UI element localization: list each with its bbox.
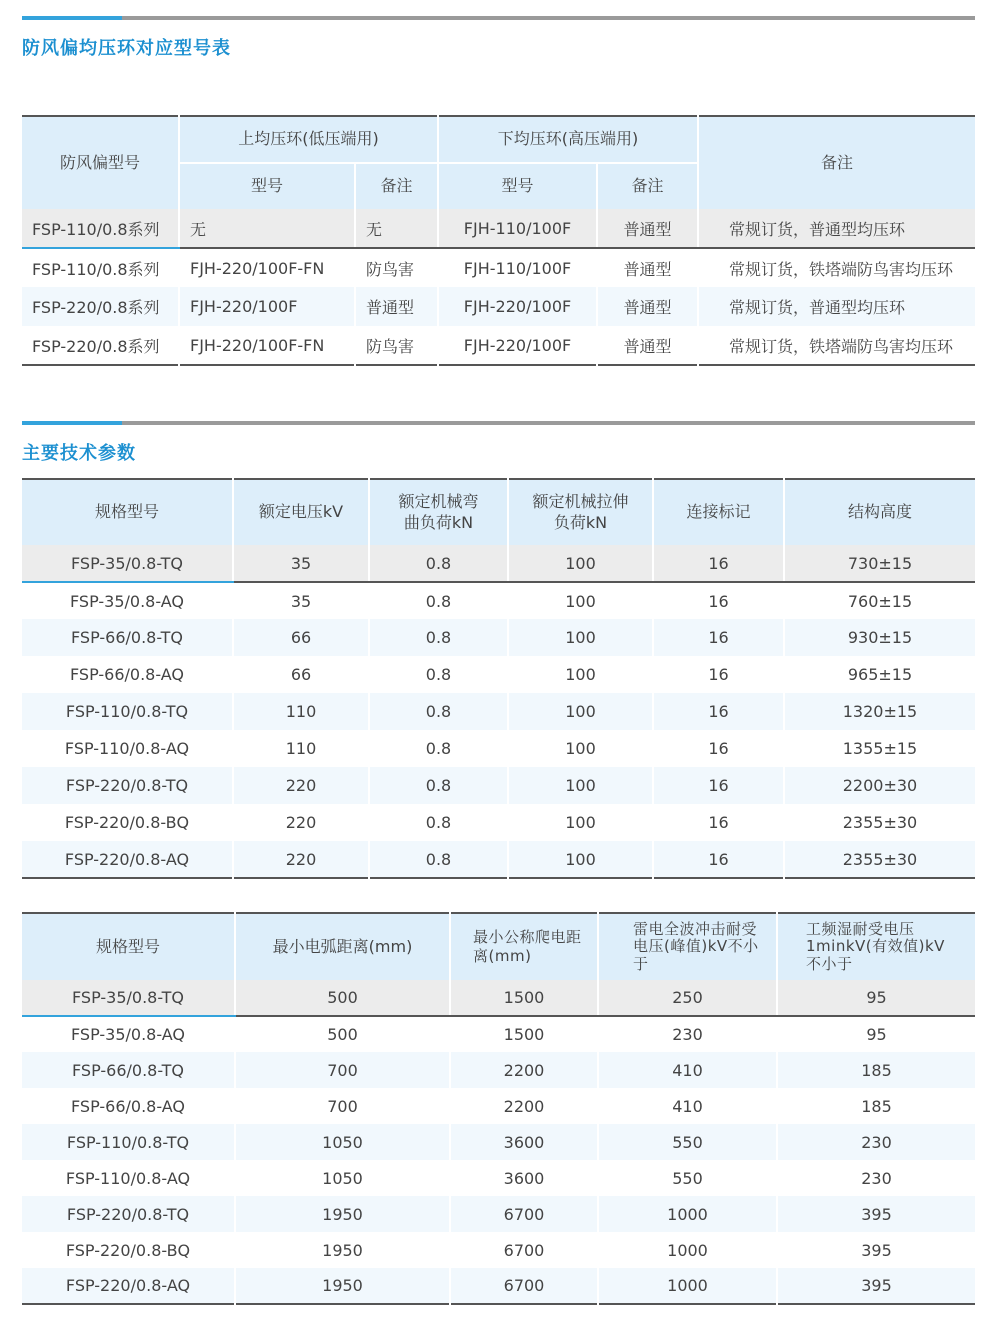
table-row xyxy=(22,1196,975,1232)
cell-structure-height: 730±15 xyxy=(784,545,975,582)
cell-power-frequency: 95 xyxy=(777,980,975,1016)
cell-bending-load: 0.8 xyxy=(369,693,508,730)
cell-connection-mark: 16 xyxy=(653,767,784,804)
cell-rated-voltage: 220 xyxy=(233,841,369,878)
section-divider xyxy=(22,421,975,425)
cell-bending-load: 0.8 xyxy=(369,841,508,878)
cell-lightning-impulse: 230 xyxy=(598,1016,777,1052)
cell-power-frequency: 95 xyxy=(866,1025,887,1044)
cell-min-arc-distance: 1950 xyxy=(235,1232,450,1268)
table-row xyxy=(22,730,975,767)
cell-upper-type: FJH-220/100F-FN xyxy=(179,326,355,365)
header-tensile-load: 额定机械拉伸负荷kN xyxy=(508,479,653,545)
header-power-frequency: 工频湿耐受电压1minkV(有效值)kV不小于 xyxy=(777,913,975,980)
cell-lower-type: FJH-220/100F xyxy=(438,287,597,326)
cell-lower-note: 普通型 xyxy=(597,326,698,365)
cell-power-frequency: 185 xyxy=(861,1096,892,1116)
cell-tensile-load: 100 xyxy=(508,767,653,804)
cell-lower-type: FJH-220/100F xyxy=(438,326,597,365)
cell-min-creepage: 1500 xyxy=(450,980,598,1016)
cell-spec-model: FSP-35/0.8-TQ xyxy=(22,545,233,582)
table-row xyxy=(22,1268,975,1304)
cell-tensile-load: 100 xyxy=(508,730,653,767)
cell-connection-mark: 16 xyxy=(653,804,784,841)
cell-model: FSP-220/0.8系列 xyxy=(22,326,179,365)
section-accent xyxy=(22,16,122,20)
cell-min-arc-distance: 1050 xyxy=(235,1124,450,1160)
header-min-creepage: 最小公称爬电距离(mm) xyxy=(450,913,598,980)
table-row xyxy=(22,248,975,287)
cell-structure-height: 2355±30 xyxy=(784,841,975,878)
cell-lower-type: FJH-110/100F xyxy=(438,248,597,287)
table-row xyxy=(22,767,975,804)
cell-power-frequency: 395 xyxy=(777,1268,975,1304)
cell-spec-model: FSP-220/0.8-AQ xyxy=(22,1268,235,1304)
table-row xyxy=(22,841,975,878)
section-accent xyxy=(22,421,122,425)
cell-min-creepage: 2200 xyxy=(450,1052,598,1088)
cell-spec-model: FSP-220/0.8-BQ xyxy=(22,1232,235,1268)
cell-lower-note: 普通型 xyxy=(597,287,698,326)
cell-lightning-impulse: 1000 xyxy=(598,1268,777,1304)
cell-min-arc-distance: 500 xyxy=(235,1016,450,1052)
table-row xyxy=(22,1160,975,1196)
cell-remark: 常规订货，普通型均压环 xyxy=(698,287,975,326)
cell-bending-load: 0.8 xyxy=(369,804,508,841)
header-lightning-impulse: 雷电全波冲击耐受电压(峰值)kV不小于 xyxy=(598,913,777,980)
cell-min-creepage: 6700 xyxy=(450,1268,598,1304)
cell-upper-note: 防鸟害 xyxy=(355,326,438,365)
cell-connection-mark: 16 xyxy=(653,582,784,619)
cell-lightning-impulse: 1000 xyxy=(598,1196,777,1232)
cell-min-creepage: 6700 xyxy=(450,1196,598,1232)
cell-rated-voltage: 35 xyxy=(233,582,369,619)
cell-min-arc-distance: 500 xyxy=(235,980,450,1016)
cell-spec-model: FSP-220/0.8-TQ xyxy=(22,1196,235,1232)
cell-power-frequency: 395 xyxy=(777,1196,975,1232)
cell-spec-model: FSP-110/0.8-TQ xyxy=(22,693,233,730)
cell-upper-note: 无 xyxy=(355,209,438,248)
header-bending-load: 额定机械弯曲负荷kN xyxy=(369,479,508,545)
cell-bending-load: 0.8 xyxy=(369,545,508,582)
cell-remark: 常规订货，普通型均压环 xyxy=(698,209,975,248)
cell-min-arc-distance: 1950 xyxy=(235,1196,450,1232)
header-structure-height: 结构高度 xyxy=(784,479,975,545)
cell-spec-model: FSP-66/0.8-TQ xyxy=(22,619,233,656)
cell-lower-note: 普通型 xyxy=(597,209,698,248)
cell-tensile-load: 100 xyxy=(508,656,653,693)
cell-min-creepage: 2200 xyxy=(450,1088,598,1124)
cell-tensile-load: 100 xyxy=(508,619,653,656)
tech-params-table xyxy=(22,478,975,879)
header-min-arc-distance: 最小电弧距离(mm) xyxy=(235,913,450,980)
cell-remark: 常规订货，铁塔端防鸟害均压环 xyxy=(729,336,954,356)
table-row xyxy=(22,619,975,656)
table-row xyxy=(22,287,975,326)
cell-spec-model: FSP-35/0.8-TQ xyxy=(22,980,235,1016)
cell-power-frequency: 230 xyxy=(777,1124,975,1160)
cell-upper-note: 防鸟害 xyxy=(355,248,438,287)
cell-spec-model: FSP-66/0.8-AQ xyxy=(22,1088,235,1124)
electrical-params-table xyxy=(22,912,975,1305)
cell-lightning-impulse: 250 xyxy=(598,980,777,1016)
cell-structure-height: 760±15 xyxy=(847,591,913,611)
section-title: 主要技术参数 xyxy=(22,443,136,464)
cell-lower-type: FJH-110/100F xyxy=(438,209,597,248)
header-connection-mark: 连接标记 xyxy=(653,479,784,545)
cell-bending-load: 0.8 xyxy=(369,619,508,656)
cell-rated-voltage: 110 xyxy=(233,730,369,767)
cell-min-creepage: 6700 xyxy=(450,1232,598,1268)
cell-spec-model: FSP-220/0.8-TQ xyxy=(22,767,233,804)
cell-lightning-impulse: 410 xyxy=(598,1088,777,1124)
table-row xyxy=(22,1016,975,1052)
cell-structure-height: 2200±30 xyxy=(784,767,975,804)
cell-model: FSP-220/0.8系列 xyxy=(22,287,179,326)
cell-connection-mark: 16 xyxy=(653,545,784,582)
cell-upper-type: FJH-220/100F-FN xyxy=(179,248,355,287)
cell-bending-load: 0.8 xyxy=(369,730,508,767)
header-spec-model: 规格型号 xyxy=(22,913,235,980)
cell-min-arc-distance: 700 xyxy=(235,1088,450,1124)
cell-connection-mark: 16 xyxy=(653,693,784,730)
cell-connection-mark: 16 xyxy=(653,656,784,693)
table-row xyxy=(22,582,975,619)
cell-spec-model: FSP-35/0.8-AQ xyxy=(22,582,233,619)
cell-rated-voltage: 35 xyxy=(233,545,369,582)
cell-rated-voltage: 66 xyxy=(233,656,369,693)
header-model: 防风偏型号 xyxy=(22,116,179,209)
cell-spec-model: FSP-66/0.8-TQ xyxy=(22,1052,235,1088)
cell-connection-mark: 16 xyxy=(653,619,784,656)
section-title: 防风偏均压环对应型号表 xyxy=(22,38,231,59)
cell-spec-model: FSP-66/0.8-AQ xyxy=(22,656,233,693)
cell-lightning-impulse: 550 xyxy=(598,1124,777,1160)
cell-structure-height: 965±15 xyxy=(847,665,913,684)
cell-rated-voltage: 110 xyxy=(233,693,369,730)
cell-structure-height: 930±15 xyxy=(784,619,975,656)
header-spec-model: 规格型号 xyxy=(22,479,233,545)
cell-rated-voltage: 220 xyxy=(233,804,369,841)
cell-tensile-load: 100 xyxy=(508,545,653,582)
table-row xyxy=(22,1232,975,1268)
table-row xyxy=(22,1052,975,1088)
table-row xyxy=(22,1088,975,1124)
cell-spec-model: FSP-220/0.8-BQ xyxy=(22,804,233,841)
header-upper-ring: 上均压环(低压端用) xyxy=(179,116,438,163)
table-row xyxy=(22,326,975,365)
header-rated-voltage: 额定电压kV xyxy=(233,479,369,545)
cell-spec-model: FSP-110/0.8-AQ xyxy=(22,1160,235,1196)
table-row xyxy=(22,209,975,248)
header-upper-note: 备注 xyxy=(355,163,438,209)
cell-rated-voltage: 220 xyxy=(233,767,369,804)
cell-connection-mark: 16 xyxy=(653,841,784,878)
cell-power-frequency: 230 xyxy=(861,1168,892,1188)
cell-lightning-impulse: 410 xyxy=(598,1052,777,1088)
cell-lightning-impulse: 550 xyxy=(598,1160,777,1196)
cell-rated-voltage: 66 xyxy=(233,619,369,656)
header-lower-type: 型号 xyxy=(438,163,597,209)
cell-power-frequency: 395 xyxy=(861,1240,892,1260)
header-lower-note: 备注 xyxy=(597,163,698,209)
cell-connection-mark: 16 xyxy=(653,730,784,767)
table-row xyxy=(22,545,975,582)
cell-min-creepage: 3600 xyxy=(450,1160,598,1196)
cell-min-arc-distance: 700 xyxy=(235,1052,450,1088)
cell-min-creepage: 1500 xyxy=(450,1016,598,1052)
cell-upper-note: 普通型 xyxy=(355,287,438,326)
table-row xyxy=(22,656,975,693)
cell-structure-height: 1320±15 xyxy=(784,693,975,730)
cell-tensile-load: 100 xyxy=(508,804,653,841)
cell-power-frequency: 185 xyxy=(777,1052,975,1088)
cell-min-creepage: 3600 xyxy=(450,1124,598,1160)
cell-spec-model: FSP-35/0.8-AQ xyxy=(22,1016,235,1052)
header-upper-type: 型号 xyxy=(179,163,355,209)
header-remark: 备注 xyxy=(698,116,975,209)
cell-spec-model: FSP-110/0.8-TQ xyxy=(22,1124,235,1160)
cell-tensile-load: 100 xyxy=(508,841,653,878)
table-row xyxy=(22,980,975,1016)
cell-bending-load: 0.8 xyxy=(369,767,508,804)
cell-model: FSP-110/0.8系列 xyxy=(22,248,179,287)
header-lower-ring: 下均压环(高压端用) xyxy=(438,116,698,163)
cell-structure-height: 2355±30 xyxy=(842,813,918,832)
cell-min-arc-distance: 1050 xyxy=(235,1160,450,1196)
table-row xyxy=(22,693,975,730)
cell-spec-model: FSP-110/0.8-AQ xyxy=(22,730,233,767)
cell-tensile-load: 100 xyxy=(508,582,653,619)
cell-upper-type: 无 xyxy=(179,209,355,248)
ring-model-table xyxy=(22,115,975,366)
cell-lightning-impulse: 1000 xyxy=(598,1232,777,1268)
table-row xyxy=(22,1124,975,1160)
section-divider xyxy=(22,16,975,20)
table-row xyxy=(22,804,975,841)
cell-bending-load: 0.8 xyxy=(369,582,508,619)
cell-model: FSP-110/0.8系列 xyxy=(22,209,179,248)
cell-bending-load: 0.8 xyxy=(369,656,508,693)
cell-min-arc-distance: 1950 xyxy=(235,1268,450,1304)
cell-tensile-load: 100 xyxy=(508,693,653,730)
cell-structure-height: 1355±15 xyxy=(842,739,918,758)
cell-spec-model: FSP-220/0.8-AQ xyxy=(22,841,233,878)
cell-upper-type: FJH-220/100F xyxy=(179,287,355,326)
cell-lower-note: 普通型 xyxy=(597,248,698,287)
cell-remark: 常规订货，铁塔端防鸟害均压环 xyxy=(729,259,954,279)
